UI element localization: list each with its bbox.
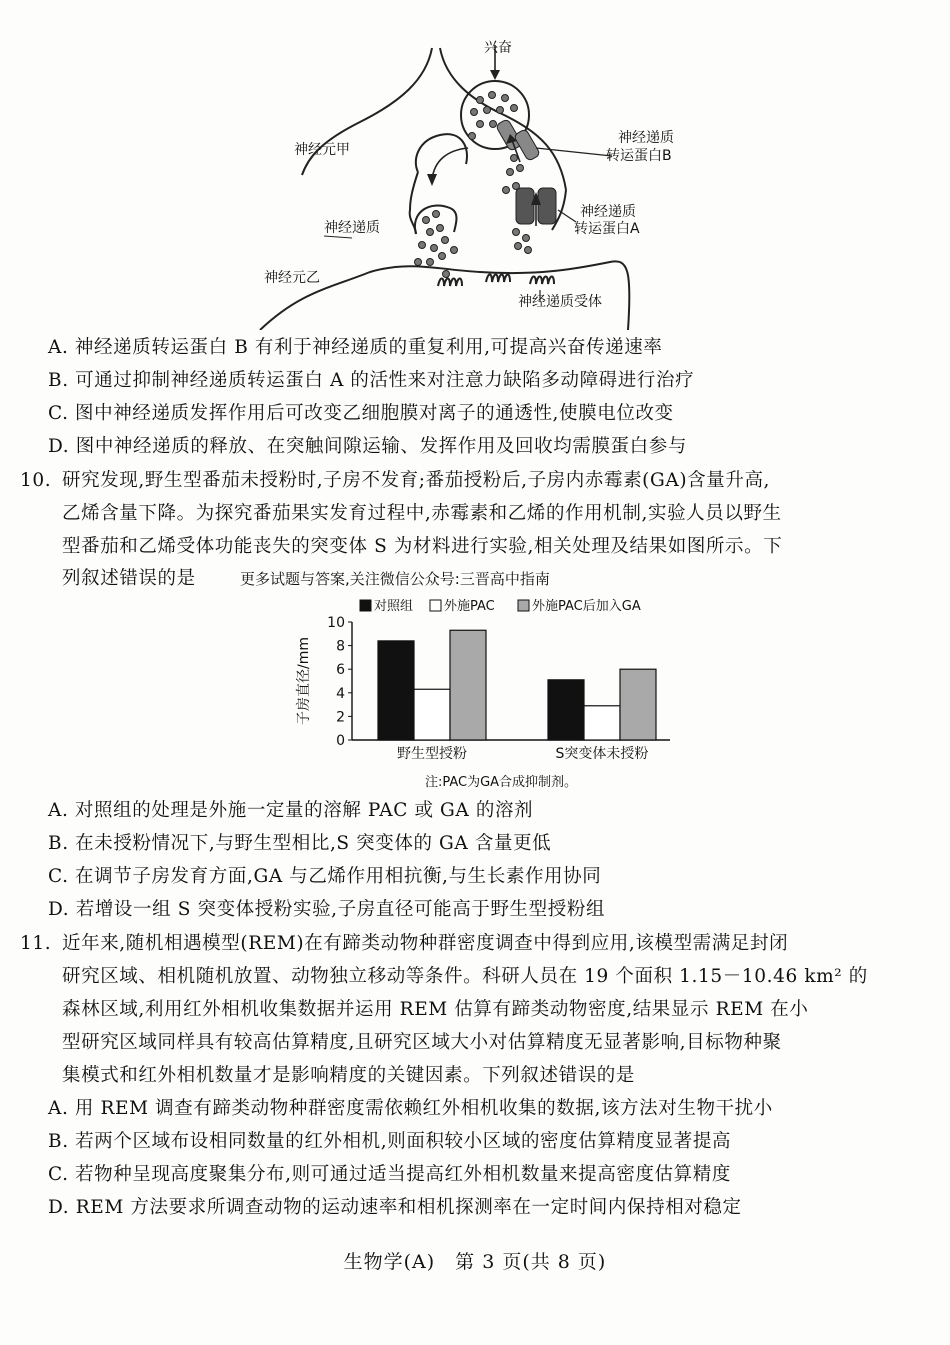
q11-stem-line-2: 研究区域、相机随机放置、动物独立移动等条件。科研人员在 19 个面积 1.15－10.46 km² 的 (62, 966, 868, 987)
q11-number: 11. (20, 933, 52, 954)
y-tick-label: 10 (327, 615, 345, 631)
label-excitation: 兴奋 (484, 40, 512, 56)
bar (378, 641, 414, 740)
q9-option-a: A. 神经递质转运蛋白 B 有利于神经递质的重复利用,可提高兴奋传递速率 (48, 337, 663, 358)
synapse-diagram (240, 40, 674, 330)
q10-option-c: C. 在调节子房发育方面,GA 与乙烯作用相抗衡,与生长素作用协同 (48, 866, 602, 887)
q11-option-d: D. REM 方法要求所调查动物的运动速率和相机探测率在一定时间内保持相对稳定 (48, 1197, 742, 1218)
y-tick-label: 4 (336, 685, 345, 702)
label-receptor: 神经递质受体 (518, 294, 602, 310)
synapse-drawing (240, 40, 660, 330)
bar (414, 689, 450, 740)
label-neuron-b: 神经元乙 (264, 270, 320, 286)
q10-option-a: A. 对照组的处理是外施一定量的溶解 PAC 或 GA 的溶剂 (48, 800, 534, 821)
q11-stem-line-1: 近年来,随机相遇模型(REM)在有蹄类动物种群密度调查中得到应用,该模型需满足封闭 (62, 933, 789, 954)
y-tick-label: 6 (336, 662, 345, 679)
q10-stem-line-2: 乙烯含量下降。为探究番茄果实发育过程中,赤霉素和乙烯的作用机制,实验人员以野生 (62, 503, 782, 524)
label-transporter-b-1: 神经递质 (618, 130, 674, 146)
legend-label: 外施PAC后加入GA (532, 599, 641, 614)
label-transporter-a-2: 转运蛋白A (574, 221, 640, 237)
bar (548, 680, 584, 740)
q10-stem-line-4: 列叙述错误的是 (62, 568, 196, 589)
bar (584, 706, 620, 740)
q9-option-c: C. 图中神经递质发挥作用后可改变乙细胞膜对离子的通透性,使膜电位改变 (48, 403, 674, 424)
label-transporter-b-2: 转运蛋白B (606, 148, 672, 164)
chart-note: 注:PAC为GA合成抑制剂。 (424, 775, 578, 790)
label-transmitter: 神经递质 (324, 220, 380, 236)
q11-stem-line-5: 集模式和红外相机数量才是影响精度的关键因素。下列叙述错误的是 (62, 1065, 636, 1086)
x-tick-label: S突变体未授粉 (555, 746, 649, 762)
x-tick-label: 野生型授粉 (397, 746, 467, 762)
q11-stem-line-4: 型研究区域同样具有较高估算精度,且研究区域大小对估算精度无显著影响,目标物种聚 (62, 1032, 782, 1053)
q10-stem-line-3: 型番茄和乙烯受体功能丧失的突变体 S 为材料进行实验,相关处理及结果如图所示。下 (62, 536, 783, 557)
q9-option-b: B. 可通过抑制神经递质转运蛋白 A 的活性来对注意力缺陷多动障碍进行治疗 (48, 370, 695, 391)
legend-swatch (360, 600, 371, 611)
y-axis-title: 子房直径/mm (296, 637, 312, 725)
q10-stem-line-1: 研究发现,野生型番茄未授粉时,子房不发育;番茄授粉后,子房内赤霉素(GA)含量升高, (62, 470, 771, 491)
bar (620, 669, 656, 740)
q11-stem-line-3: 森林区域,利用红外相机收集数据并运用 REM 估算有蹄类动物密度,结果显示 REM 在小 (62, 999, 809, 1020)
legend-label: 对照组 (374, 599, 414, 614)
label-neuron-a: 神经元甲 (294, 142, 350, 158)
chart-svg (290, 596, 690, 792)
page-footer: 生物学(A) 第 3 页(共 8 页) (343, 1251, 607, 1273)
q10-option-b: B. 在未授粉情况下,与野生型相比,S 突变体的 GA 含量更低 (48, 833, 552, 854)
y-tick-label: 2 (336, 709, 345, 726)
y-tick-label: 0 (336, 733, 345, 749)
q11-option-c: C. 若物种呈现高度聚集分布,则可通过适当提高红外相机数量来提高密度估算精度 (48, 1164, 731, 1185)
q10-number: 10. (20, 470, 52, 491)
legend-label: 外施PAC (444, 599, 495, 614)
y-tick-label: 8 (336, 638, 345, 655)
q11-option-a: A. 用 REM 调查有蹄类动物种群密度需依赖红外相机收集的数据,该方法对生物干扰小 (48, 1098, 773, 1119)
legend-swatch (430, 600, 441, 611)
bar (450, 630, 486, 740)
q10-option-d: D. 若增设一组 S 突变体授粉实验,子房直径可能高于野生型授粉组 (48, 899, 606, 920)
q11-option-b: B. 若两个区域布设相同数量的红外相机,则面积较小区域的密度估算精度显著提高 (48, 1131, 732, 1152)
watermark-text: 更多试题与答案,关注微信公众号:三晋高中指南 (240, 570, 550, 588)
legend-swatch (518, 600, 529, 611)
label-transporter-a-1: 神经递质 (580, 204, 636, 220)
bar-chart (290, 596, 690, 792)
q9-option-d: D. 图中神经递质的释放、在突触间隙运输、发挥作用及回收均需膜蛋白参与 (48, 436, 687, 457)
